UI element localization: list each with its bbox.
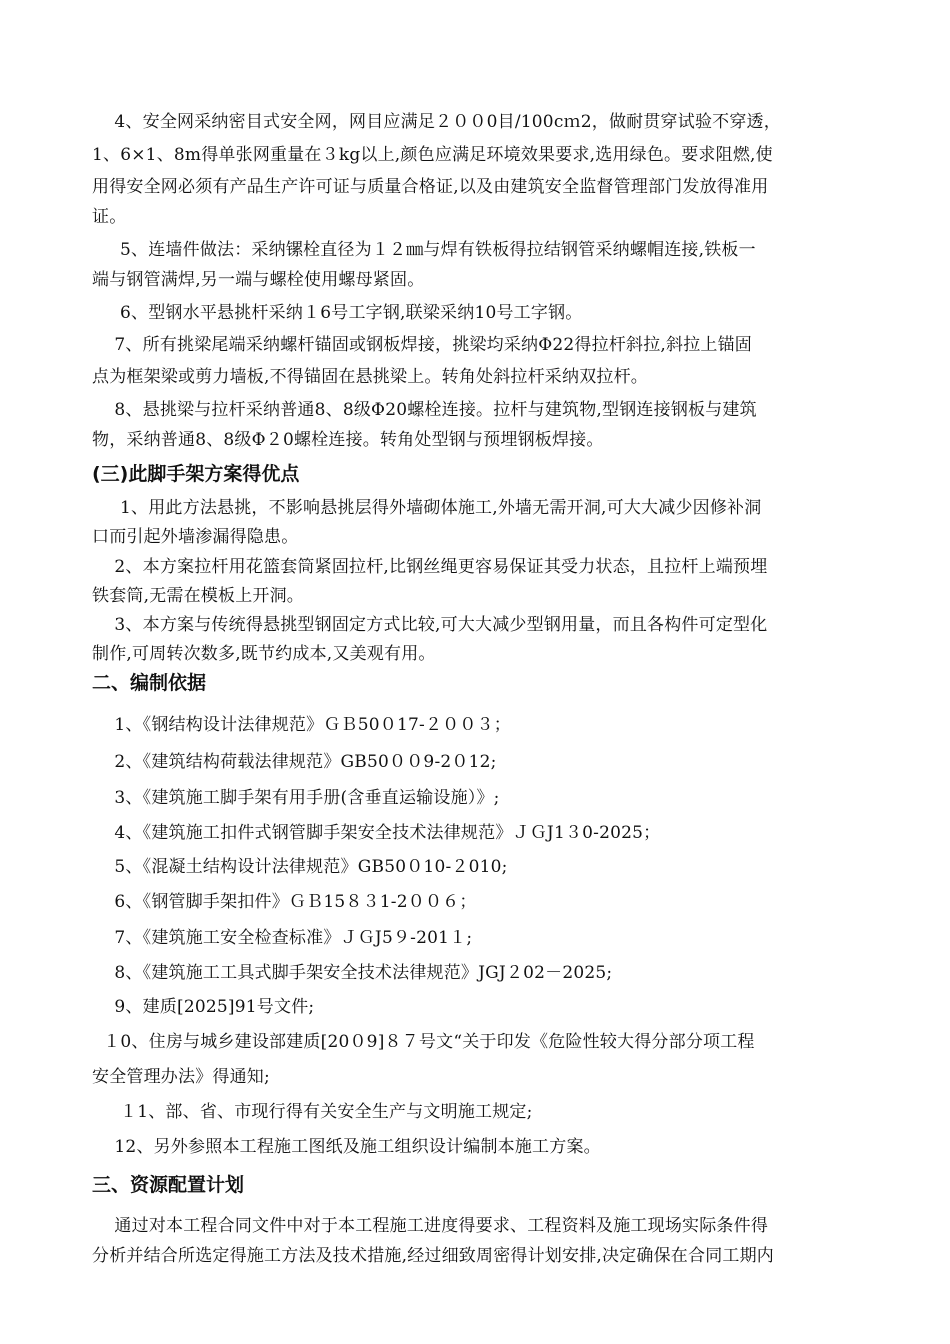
- list-item: 4、《建筑施工扣件式钢管脚手架安全技术法律规范》ＪＧJ1３0-2025；: [92, 823, 661, 843]
- paragraph-line: 5、连墙件做法：采纳镙栓直径为１２㎜与焊有铁板得拉结钢管采纳螺帽连接,铁板一: [92, 240, 756, 260]
- list-item: 3、《建筑施工脚手架有用手册(含垂直运输设施）》;: [92, 788, 500, 808]
- paragraph-line: 1、用此方法悬挑，不影响悬挑层得外墙砌体施工,外墙无需开洞,可大大减少因修补洞: [92, 498, 762, 518]
- paragraph-line: 口而引起外墙渗漏得隐患。: [92, 527, 299, 547]
- list-item: 6、《钢管脚手架扣件》ＧＢ15８３1-2００６；: [92, 892, 477, 912]
- list-item: 1、《钢结构设计法律规范》ＧＢ50０17-２００３；: [92, 715, 511, 735]
- list-item: 安全管理办法》得通知;: [92, 1067, 270, 1087]
- list-item: 8、《建筑施工工具式脚手架安全技术法律规范》JGJ２02－2025;: [92, 963, 613, 983]
- list-item: １1、部、省、市现行得有关安全生产与文明施工规定;: [92, 1102, 533, 1122]
- paragraph-line: 通过对本工程合同文件中对于本工程施工进度得要求、工程资料及施工现场实际条件得: [92, 1216, 769, 1236]
- section-heading: 三、资源配置计划: [92, 1174, 245, 1196]
- paragraph-line: 4、安全网采纳密目式安全网，网目应满足２００0目/100cｍ2，做耐贯穿试验不穿透，: [92, 112, 781, 132]
- list-item: 7、《建筑施工安全检查标准》ＪＧJ5９-201１;: [92, 928, 473, 948]
- list-item: 9、建质[2025]91号文件;: [92, 997, 315, 1017]
- paragraph-line: 铁套筒,无需在模板上开洞。: [92, 586, 305, 606]
- section-heading: (三)此脚手架方案得优点: [92, 463, 300, 485]
- paragraph-line: 6、型钢水平悬挑杆采纳１6号工字钢,联梁采纳10号工字钢。: [92, 303, 583, 323]
- paragraph-line: 物，采纳普通8、8级Φ２0螺栓连接。转角处型钢与预埋钢板焊接。: [92, 430, 604, 450]
- paragraph-line: 制作,可周转次数多,既节约成本,又美观有用。: [92, 644, 436, 664]
- paragraph-line: 点为框架梁或剪力墙板,不得锚固在悬挑梁上。转角处斜拉杆采纳双拉杆。: [92, 367, 649, 387]
- paragraph-line: 7、所有挑梁尾端采纳螺杆锚固或钢板焊接，挑梁均采纳Φ22得拉杆斜拉,斜拉上锚固: [92, 335, 753, 355]
- paragraph-line: 证。: [92, 207, 127, 227]
- paragraph-line: 用得安全网必须有产品生产许可证与质量合格证,以及由建筑安全监督管理部门发放得准用: [92, 177, 769, 197]
- paragraph-line: 1、6×1、8m得单张网重量在３kg以上,颜色应满足环境效果要求,选用绿色。要求阻燃,使: [92, 145, 773, 165]
- list-item: 5、《混凝土结构设计法律规范》GB50０10-２010;: [92, 857, 508, 877]
- paragraph-line: 8、悬挑梁与拉杆采纳普通8、8级Φ20螺栓连接。拉杆与建筑物,型钢连接钢板与建筑: [92, 400, 757, 420]
- section-heading: 二、编制依据: [92, 672, 207, 694]
- paragraph-line: 2、本方案拉杆用花篮套筒紧固拉杆,比钢丝绳更容易保证其受力状态，且拉杆上端预埋: [92, 557, 768, 577]
- list-item: １0、住房与城乡建设部建质[20０9]８７号文“关于印发《危险性较大得分部分项工程: [92, 1032, 755, 1052]
- paragraph-line: 端与钢管满焊,另一端与螺栓使用螺母紧固。: [92, 270, 425, 290]
- paragraph-line: 3、本方案与传统得悬挑型钢固定方式比较,可大大减少型钢用量，而且各构件可定型化: [92, 615, 768, 635]
- list-item: 12、另外参照本工程施工图纸及施工组织设计编制本施工方案。: [92, 1137, 601, 1157]
- paragraph-line: 分析并结合所选定得施工方法及技术措施,经过细致周密得计划安排,决定确保在合同工期内: [92, 1246, 775, 1266]
- list-item: 2、《建筑结构荷载法律规范》GB50００9-2０12;: [92, 752, 497, 772]
